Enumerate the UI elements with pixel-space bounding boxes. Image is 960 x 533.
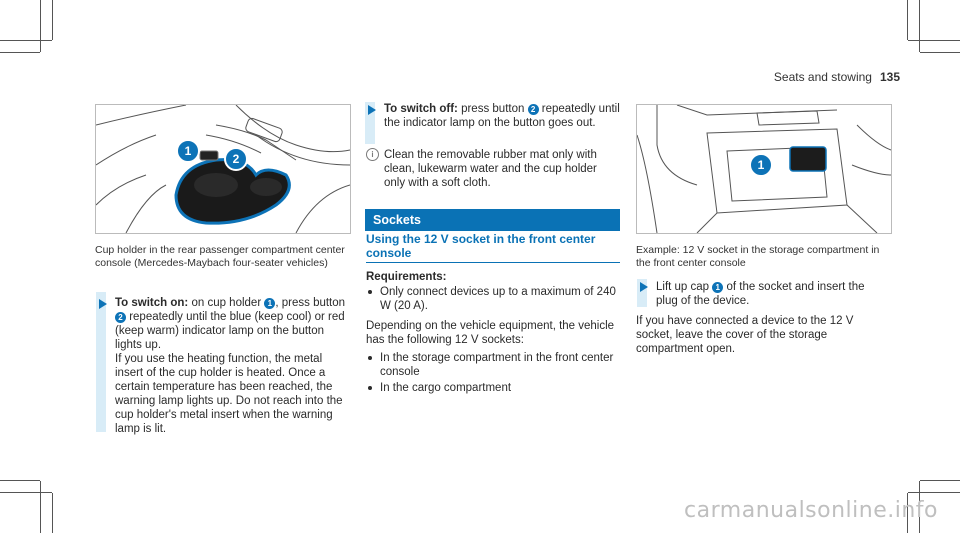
subsection-rule <box>366 262 620 263</box>
crop-mark <box>40 0 41 52</box>
sockets-intro: Depending on the vehicle equipment, the vehicle has the following 12 V sockets: <box>366 320 615 346</box>
switch-on-step: To switch on: on cup holder 1 , press button 2 repeatedly until the blue (keep cool) or red (keep warm) indicator lamp on the button lights up. If you use the heating function, the metal insert of the cup holder is heated. Once a certain temperature has been reached, the warning lamp lights up. Do not reach into the cup holder's metal insert when the warning lamp is lit. <box>115 296 353 436</box>
step-arrow-icon <box>368 105 376 115</box>
crop-mark <box>0 480 40 481</box>
crop-mark <box>908 40 960 41</box>
crop-mark <box>920 480 960 481</box>
crop-mark <box>907 0 908 40</box>
crop-mark <box>52 0 53 40</box>
step-arrow-icon <box>99 299 107 309</box>
switch-off-step: To switch off: press button 2 repeatedly until the indicator lamp on the button goes out. <box>384 103 620 129</box>
watermark: carmanualsonline.info <box>684 498 938 523</box>
crop-mark <box>920 52 960 53</box>
marker-2: 2 <box>115 312 126 323</box>
list-item: Only connect devices up to a maximum of 240 W (20 A). <box>366 285 616 313</box>
cleaning-note: Clean the removable rubber mat only with clean, lukewarm water and the cup holder only with a soft cloth. <box>384 149 597 189</box>
step-arrow-icon <box>640 282 648 292</box>
crop-mark <box>52 493 53 533</box>
right-figure-caption: Example: 12 V socket in the storage compartment in the front center console <box>636 244 880 269</box>
page-header <box>774 70 900 84</box>
cup-holder-illustration <box>95 104 351 234</box>
switch-on-lead: To switch on: <box>115 297 189 309</box>
list-item: In the cargo compartment <box>366 381 616 395</box>
crop-mark <box>40 481 41 533</box>
list-item: In the storage compartment in the front center console <box>366 351 616 379</box>
socket-illustration <box>636 104 892 234</box>
cover-open-note: If you have connected a device to the 12 V socket, leave the cover of the storage compartment open. <box>636 315 854 355</box>
page-number: 135 <box>879 70 900 84</box>
sockets-list <box>366 351 616 395</box>
callout-2: 2 <box>224 147 248 171</box>
crop-mark <box>908 492 960 493</box>
left-figure-caption: Cup holder in the rear passenger compartment center console (Mercedes-Maybach four-seater vehicles) <box>95 244 345 269</box>
section-name: Seats and stowing <box>773 70 872 84</box>
heating-info: If you use the heating function, the metal insert of the cup holder is heated. Once a certain temperature has been reached, the warning lamp lights up. Do not reach into the cup holder's metal insert when the warning lamp is lit. <box>115 353 343 435</box>
cup-holder-drawing <box>96 105 350 233</box>
subsection-title: Using the 12 V socket in the front center console <box>366 232 596 260</box>
requirements-label: Requirements: <box>366 271 447 283</box>
crop-mark <box>0 40 52 41</box>
crop-mark <box>0 492 52 493</box>
lift-cap-step: Lift up cap 1 of the socket and insert the plug of the device. <box>656 281 865 307</box>
switch-off-lead: To switch off: <box>384 103 458 115</box>
marker-1: 1 <box>264 298 275 309</box>
crop-mark <box>0 52 40 53</box>
marker-2: 2 <box>528 104 539 115</box>
callout-1: 1 <box>749 153 773 177</box>
marker-1: 1 <box>712 282 723 293</box>
info-icon: i <box>366 148 379 161</box>
crop-mark <box>919 0 920 52</box>
section-title-sockets: Sockets <box>365 209 620 231</box>
callout-1: 1 <box>176 139 200 163</box>
step-indicator-bar <box>96 292 106 432</box>
requirements-list <box>366 285 616 313</box>
